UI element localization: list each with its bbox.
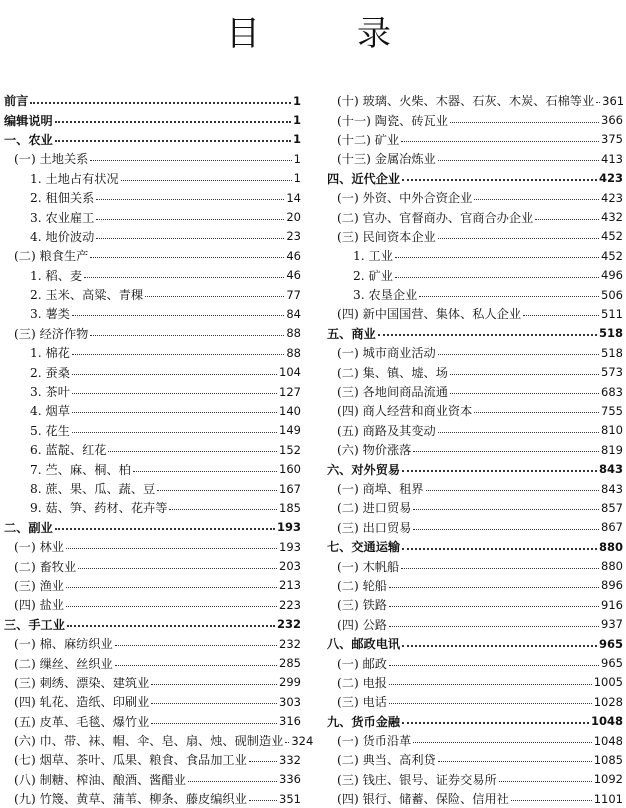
toc-entry (4, 401, 301, 420)
dot-leader (115, 645, 277, 646)
toc-entry-page: 232 (279, 636, 301, 651)
toc-entry-page: 361 (602, 93, 625, 108)
dot-leader (151, 723, 277, 724)
toc-chapter-entry (327, 324, 623, 343)
toc-entry (4, 343, 301, 362)
toc-entry-page: 1048 (593, 733, 623, 748)
toc-entry-page: 423 (601, 190, 623, 205)
dot-leader (72, 393, 277, 394)
toc-entry-label: (二) 轮船 (337, 578, 387, 593)
dot-leader (426, 490, 600, 491)
toc-entry (327, 362, 623, 381)
dot-leader (72, 412, 277, 413)
toc-entry-page: 332 (279, 752, 301, 767)
toc-entry (327, 188, 623, 207)
toc-entry (327, 653, 623, 672)
dot-leader (66, 606, 277, 607)
dot-leader (133, 471, 277, 472)
toc-entry-label: (十二) 矿业 (337, 132, 400, 147)
toc-entry (4, 537, 301, 556)
toc-entry-page: 1005 (593, 675, 623, 690)
toc-entry (327, 266, 623, 285)
toc-entry (4, 324, 301, 343)
toc-entry-label: 前言 (4, 94, 29, 109)
toc-entry-label: (六) 物价涨落 (337, 443, 412, 458)
toc-entry-label: (九) 竹篾、黄草、蒲苇、柳条、藤皮编织业 (14, 792, 247, 807)
dot-leader (413, 529, 599, 530)
toc-entry (4, 770, 301, 789)
toc-entry (327, 343, 623, 362)
toc-entry (327, 285, 623, 304)
dot-leader (151, 684, 277, 685)
toc-entry-label: (一) 货币沿革 (337, 734, 412, 749)
dot-leader (389, 665, 599, 666)
dot-leader (535, 219, 599, 220)
toc-entry-page: 303 (279, 694, 301, 709)
dot-leader (413, 509, 599, 510)
toc-entry-page: 77 (286, 287, 301, 302)
toc-entry (327, 421, 623, 440)
toc-entry-label: 2. 玉米、高粱、青稞 (30, 288, 144, 303)
toc-entry-label: (一) 木帆船 (337, 559, 400, 574)
toc-entry-label: (一) 城市商业活动 (337, 346, 436, 361)
toc-entry-page: 755 (601, 403, 623, 418)
toc-entry-page: 104 (279, 365, 301, 380)
toc-entry-page: 1092 (593, 772, 623, 787)
toc-entry-page: 316 (279, 714, 301, 729)
dot-leader (389, 626, 599, 627)
dot-leader (402, 722, 589, 724)
toc-entry (4, 285, 301, 304)
toc-entry (4, 750, 301, 769)
toc-entry-label: 6. 蓝靛、红花 (30, 443, 107, 458)
toc-entry (4, 479, 301, 498)
dot-leader (145, 296, 284, 297)
toc-entry (327, 304, 623, 323)
toc-entry-page: 193 (276, 520, 301, 535)
toc-entry (327, 401, 623, 420)
toc-entry-label: (二) 典当、高利贷 (337, 753, 436, 768)
toc-entry (4, 692, 301, 711)
toc-entry (4, 440, 301, 459)
toc-entry (4, 459, 301, 478)
toc-entry-page: 937 (601, 617, 623, 632)
toc-entry-label: 7. 苎、麻、桐、柏 (30, 462, 131, 477)
toc-entry (327, 149, 623, 168)
dot-leader (55, 528, 275, 530)
toc-entry (327, 556, 623, 575)
toc-entry-page: 152 (279, 442, 301, 457)
toc-entry (4, 149, 301, 168)
toc-entry-page: 88 (286, 345, 301, 360)
toc-entry-label: 2. 矿业 (353, 268, 393, 283)
toc-entry (327, 110, 623, 129)
toc-entry (4, 731, 314, 750)
toc-entry-label: 3. 农业雇工 (30, 210, 95, 225)
dot-leader (78, 568, 277, 569)
toc-entry (4, 207, 301, 226)
toc-chapter-entry (327, 459, 623, 478)
dot-leader (285, 742, 289, 743)
dot-leader (402, 548, 597, 550)
toc-entry (327, 731, 623, 750)
dot-leader (108, 451, 277, 452)
toc-entry (4, 227, 301, 246)
toc-entry-label: 1. 稻、麦 (30, 268, 83, 283)
toc-entry-page: 213 (279, 578, 301, 593)
toc-entry-page: 506 (601, 287, 623, 302)
toc-entry (4, 169, 301, 188)
toc-entry (4, 576, 301, 595)
dot-leader (402, 470, 597, 472)
toc-entry-label: 2. 租佃关系 (30, 191, 95, 206)
toc-entry-page: 413 (601, 151, 623, 166)
toc-entry-page: 160 (279, 462, 301, 477)
dot-leader (402, 179, 597, 181)
toc-entry-page: 375 (601, 132, 623, 147)
toc-entry-page: 916 (601, 597, 623, 612)
toc-entry-label: 1. 土地占有状况 (30, 171, 119, 186)
toc-entry-label: (三) 钱庄、银号、证券交易所 (337, 772, 497, 787)
dot-leader (30, 102, 291, 104)
dot-leader (72, 374, 277, 375)
dot-leader (72, 354, 284, 355)
toc-entry-label: 四、近代企业 (327, 171, 401, 186)
toc-left-column (4, 91, 314, 808)
dot-leader (96, 238, 284, 239)
dot-leader (72, 315, 284, 316)
toc-entry-page: 423 (598, 171, 623, 186)
toc-entry-page: 1085 (593, 752, 623, 767)
toc-chapter-entry (4, 518, 301, 537)
toc-entry (327, 673, 623, 692)
toc-entry (327, 382, 623, 401)
dot-leader (96, 199, 284, 200)
toc-entry-page: 23 (286, 229, 301, 244)
dot-leader (151, 703, 277, 704)
toc-chapter-entry (327, 169, 623, 188)
dot-leader (389, 684, 592, 685)
toc-chapter-entry (4, 130, 301, 149)
toc-entry-label: (四) 盐业 (14, 598, 64, 613)
dot-leader (55, 140, 291, 142)
dot-leader (402, 645, 597, 647)
toc-entry-label: 3. 薯类 (30, 307, 70, 322)
toc-entry-page: 843 (598, 462, 623, 477)
toc-entry-label: 二、副业 (4, 520, 53, 535)
toc-entry-page: 1048 (590, 714, 623, 729)
toc-entry-page: 1 (293, 151, 301, 166)
toc-entry-page: 573 (601, 365, 623, 380)
toc-entry-page: 185 (279, 500, 301, 515)
toc-entry-label: (三) 渔业 (14, 578, 64, 593)
toc-entry-page: 810 (601, 423, 623, 438)
toc-entry-page: 496 (601, 268, 623, 283)
toc-entry-label: (三) 出口贸易 (337, 520, 412, 535)
toc-entry-page: 880 (601, 559, 623, 574)
toc-entry-label: 九、货币金融 (327, 714, 401, 729)
dot-leader (450, 374, 599, 375)
toc-entry (4, 673, 301, 692)
toc-entry-label: 八、邮政电讯 (327, 637, 401, 652)
toc-entry-page: 46 (286, 268, 301, 283)
toc-entry-page: 232 (276, 617, 301, 632)
dot-leader (438, 761, 592, 762)
dot-leader (115, 665, 277, 666)
dot-leader (511, 800, 592, 801)
dot-leader (395, 277, 599, 278)
toc-entry-page: 299 (279, 675, 301, 690)
toc-entry-label: (三) 各地间商品流通 (337, 385, 448, 400)
toc-entry-page: 20 (286, 210, 301, 225)
toc-entry (327, 498, 623, 517)
toc-entry (4, 304, 301, 323)
dot-leader (90, 257, 284, 258)
dot-leader (66, 548, 277, 549)
dot-leader (249, 761, 277, 762)
toc-entry-label: (四) 新中国国营、集体、私人企业 (337, 307, 522, 322)
dot-leader (401, 141, 599, 142)
toc-entry (4, 188, 301, 207)
toc-entry-label: (一) 外资、中外合资企业 (337, 191, 473, 206)
dot-leader (55, 121, 291, 123)
toc-entry-page: 819 (601, 442, 623, 457)
dot-leader (84, 277, 284, 278)
dot-leader (389, 703, 592, 704)
toc-entry-page: 857 (601, 500, 623, 515)
dot-leader (389, 606, 599, 607)
toc-entry-label: (四) 商人经营和商业资本 (337, 404, 473, 419)
toc-entry (327, 130, 623, 149)
dot-leader (596, 102, 600, 103)
toc-entry-label: 4. 烟草 (30, 404, 70, 419)
toc-entry (4, 712, 301, 731)
toc-entry (327, 440, 623, 459)
dot-leader (523, 315, 599, 316)
toc-entry-label: (四) 轧花、造纸、印刷业 (14, 695, 150, 710)
toc-entry-page: 285 (279, 656, 301, 671)
toc-entry (4, 382, 301, 401)
toc-chapter-entry (4, 91, 301, 110)
toc-entry (327, 227, 623, 246)
toc-entry (4, 266, 301, 285)
toc-entry (4, 362, 301, 381)
toc-entry-label: (三) 电话 (337, 695, 387, 710)
toc-entry-page: 965 (601, 656, 623, 671)
toc-entry-page: 511 (601, 306, 623, 321)
toc-entry-label: 9. 菇、笋、药材、花卉等 (30, 501, 168, 516)
dot-leader (438, 432, 599, 433)
toc-entry-page: 149 (279, 423, 301, 438)
dot-leader (474, 199, 599, 200)
dot-leader (450, 393, 599, 394)
toc-entry-page: 1 (292, 113, 301, 128)
toc-entry-page: 518 (601, 345, 623, 360)
toc-entry-label: (二) 粮食生产 (14, 249, 89, 264)
toc-entry (4, 634, 301, 653)
dot-leader (413, 742, 591, 743)
toc-entry-page: 867 (601, 520, 623, 535)
toc-entry-label: 3. 茶叶 (30, 385, 70, 400)
dot-leader (450, 122, 599, 123)
toc-entry (327, 479, 623, 498)
toc-entry-page: 432 (601, 210, 623, 225)
toc-entry-page: 1 (292, 132, 301, 147)
toc-entry-label: (二) 进口贸易 (337, 501, 412, 516)
toc-entry (4, 498, 301, 517)
toc-entry-page: 203 (279, 559, 301, 574)
toc-title (0, 6, 626, 58)
dot-leader (249, 800, 277, 801)
toc-entry-label: (十三) 金属冶炼业 (337, 152, 436, 167)
toc-entry-label: 3. 农垦企业 (353, 288, 418, 303)
toc-entry-label: 三、手工业 (4, 617, 65, 632)
toc-entry-label: (二) 官办、官督商办、官商合办企业 (337, 210, 534, 225)
toc-entry-page: 452 (601, 229, 623, 244)
toc-entry-label: (七) 烟草、茶叶、瓜果、粮食、食品加工业 (14, 753, 247, 768)
toc-entry (327, 595, 623, 614)
toc-chapter-entry (4, 615, 301, 634)
toc-entry-page: 140 (279, 403, 301, 418)
toc-entry-page: 896 (601, 578, 623, 593)
dot-leader (121, 180, 292, 181)
toc-entry-label: 编辑说明 (4, 113, 53, 128)
toc-entry-page: 14 (286, 190, 301, 205)
dot-leader (499, 781, 592, 782)
toc-entry-label: (三) 经济作物 (14, 326, 89, 341)
toc-entry-page: 1101 (593, 791, 623, 806)
dot-leader (438, 354, 599, 355)
dot-leader (438, 160, 599, 161)
dot-leader (157, 490, 277, 491)
toc-entry-label: (三) 民间资本企业 (337, 229, 436, 244)
toc-entry-label: 1. 工业 (353, 249, 393, 264)
toc-entry (327, 615, 623, 634)
dot-leader (67, 625, 275, 627)
toc-entry-label: (二) 电报 (337, 675, 387, 690)
toc-entry (327, 207, 623, 226)
toc-entry-label: (一) 林业 (14, 540, 64, 555)
toc-entry-label: (二) 缫丝、丝织业 (14, 656, 113, 671)
dot-leader (72, 432, 277, 433)
toc-entry-page: 1 (293, 171, 301, 186)
toc-entry-page: 127 (279, 384, 301, 399)
toc-entry-page: 518 (598, 326, 623, 341)
toc-entry (327, 518, 623, 537)
toc-entry-label: (八) 制糖、榨油、酿酒、酱醋业 (14, 772, 186, 787)
dot-leader (474, 412, 599, 413)
toc-entry (327, 750, 623, 769)
toc-entry-label: (一) 棉、麻纺织业 (14, 637, 113, 652)
toc-entry-label: (四) 银行、储蓄、保险、信用社 (337, 792, 509, 807)
toc-chapter-entry (327, 712, 623, 731)
toc-entry-label: (十) 玻璃、火柴、木器、石灰、木炭、石棉等业 (337, 94, 595, 109)
dot-leader (389, 587, 599, 588)
toc-entry-page: 167 (279, 481, 301, 496)
toc-chapter-entry (327, 634, 623, 653)
toc-entry-label: 8. 蔗、果、瓜、蔬、豆 (30, 482, 156, 496)
toc-entry-label: 4. 地价波动 (30, 229, 95, 244)
toc-entry (327, 91, 623, 110)
dot-leader (96, 219, 284, 220)
toc-entry-page: 88 (286, 326, 301, 341)
toc-entry-label: 六、对外贸易 (327, 462, 401, 477)
toc-entry (4, 421, 301, 440)
toc-chapter-entry (327, 537, 623, 556)
toc-entry-label: (二) 集、镇、墟、场 (337, 365, 448, 380)
toc-entry-page: 965 (598, 636, 623, 651)
toc-entry-page: 683 (601, 384, 623, 399)
toc-entry (4, 556, 301, 575)
title-char-1: 目 (226, 14, 260, 54)
toc-entry-label: 七、交通运输 (327, 540, 401, 555)
toc-right-column (327, 91, 623, 808)
toc-entry-label: 5. 花生 (30, 423, 70, 438)
toc-entry-label: 五、商业 (327, 326, 376, 341)
toc-entry-label: 2. 蚕桑 (30, 365, 70, 380)
dot-leader (395, 257, 599, 258)
toc-entry-label: (三) 刺绣、漂染、建筑业 (14, 675, 150, 690)
toc-entry-label: (十一) 陶瓷、砖瓦业 (337, 113, 448, 128)
toc-entry-page: 351 (279, 791, 301, 806)
toc-chapter-entry (4, 110, 301, 129)
toc-entry-label: (五) 皮革、毛毯、爆竹业 (14, 714, 150, 729)
toc-entry-label: (二) 畜牧业 (14, 559, 77, 574)
dot-leader (90, 160, 291, 161)
toc-entry-label: (一) 商埠、租界 (337, 482, 424, 496)
toc-entry-page: 193 (279, 539, 301, 554)
toc-entry-label: 一、农业 (4, 132, 53, 147)
toc-entry-page: 880 (598, 539, 623, 554)
toc-entry-page: 223 (279, 597, 301, 612)
title-char-2: 录 (357, 14, 391, 54)
toc-entry-label: (四) 公路 (337, 617, 387, 632)
dot-leader (90, 335, 284, 336)
toc-entry (327, 246, 623, 265)
toc-entry-page: 324 (291, 733, 314, 748)
toc-entry (327, 576, 623, 595)
toc-entry-label: (五) 商路及其变动 (337, 423, 436, 438)
toc-entry-label: (一) 土地关系 (14, 152, 89, 167)
toc-entry-label: (三) 铁路 (337, 598, 387, 613)
toc-entry (327, 692, 623, 711)
toc-entry-page: 1 (292, 93, 301, 108)
dot-leader (66, 587, 277, 588)
toc-entry (4, 653, 301, 672)
toc-entry (4, 595, 301, 614)
toc-entry-label: 1. 棉花 (30, 346, 70, 361)
toc-entry-page: 1028 (593, 694, 623, 709)
dot-leader (401, 568, 599, 569)
toc-entry-label: (一) 邮政 (337, 656, 387, 671)
dot-leader (169, 509, 277, 510)
dot-leader (419, 296, 599, 297)
toc-entry-page: 366 (601, 113, 623, 128)
dot-leader (413, 451, 599, 452)
toc-entry (327, 770, 623, 789)
toc-entry-page: 84 (286, 306, 301, 321)
dot-leader (438, 238, 599, 239)
toc-entry-label: (六) 巾、带、袜、帽、伞、皂、扇、烛、砚制造业 (14, 734, 284, 749)
toc-entry (4, 246, 301, 265)
toc-entry-page: 452 (601, 248, 623, 263)
dot-leader (188, 781, 277, 782)
toc-entry-page: 336 (279, 772, 301, 787)
dot-leader (378, 334, 597, 336)
toc-entry-page: 843 (601, 481, 623, 496)
toc-entry-page: 46 (286, 248, 301, 263)
